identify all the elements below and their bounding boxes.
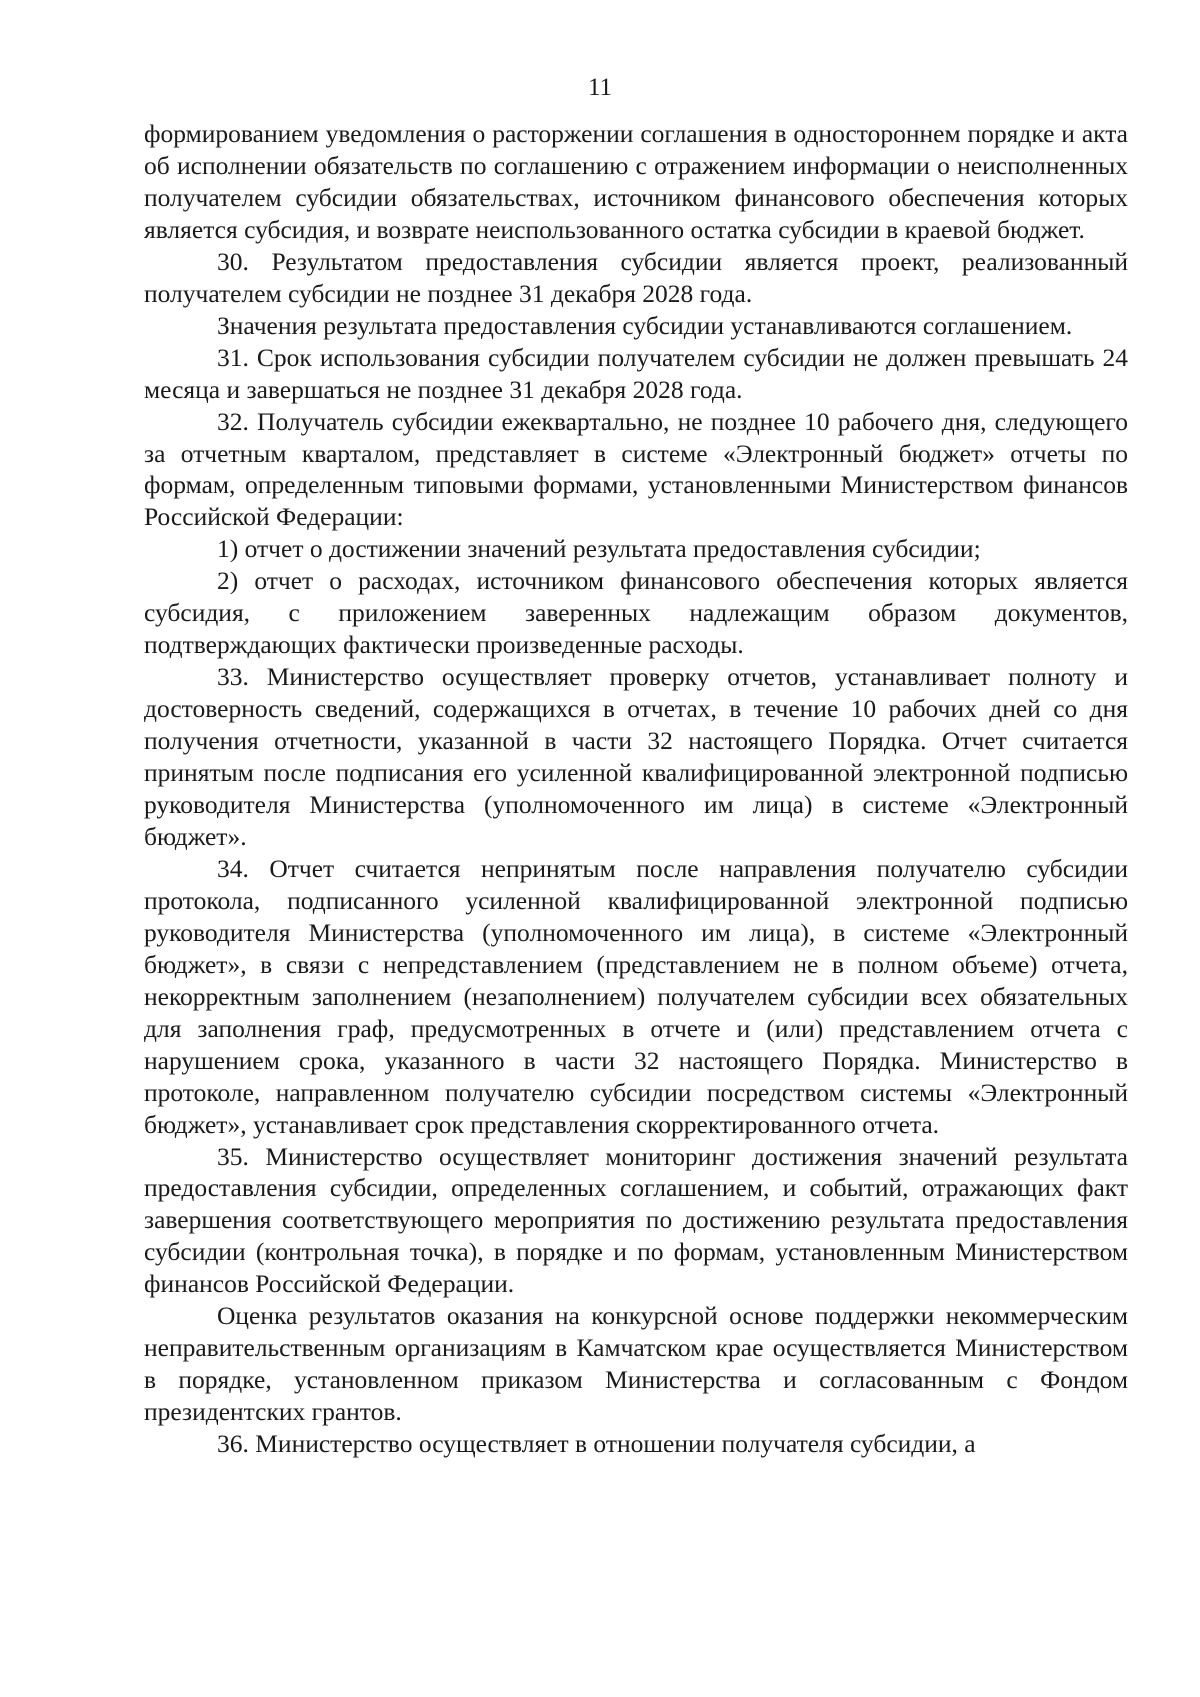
paragraph-31: 31. Срок использования субсидии получателем субсидии не должен превышать 24 месяца и завершаться не позднее 31 декабря 2028 года. [144, 342, 1128, 404]
paragraph-35-evaluation: Оценка результатов оказания на конкурсной основе поддержки некоммерческим неправительственным организациям в Камчатском крае осуществляется Министерством в порядке, установленном приказом Министерства и согласованным с Фондом президентских грантов. [144, 1301, 1128, 1427]
paragraph-34: 34. Отчет считается непринятым после направления получателю субсидии протокола, подписанного усиленной квалифицированной электронной подписью руководителя Министерства (уполномоченного им лица), в системе «Электронный бюджет», в связи с непредставлением (представлением не в полном объеме) отчета, некорректным заполнением (незаполнением) получателем субсидии всех обязательных для заполнения граф, предусмотренных в отчете и (или) представлением отчета с нарушением срока, указанного в части 32 настоящего Порядка. Министерство в протоколе, направленном получателю субсидии посредством системы «Электронный бюджет», устанавливает срок представления скорректированного отчета. [144, 853, 1128, 1139]
paragraph-32: 32. Получатель субсидии ежеквартально, не позднее 10 рабочего дня, следующего за отчетным кварталом, представляет в системе «Электронный бюджет» отчеты по формам, определенным типовыми формами, установленными Министерством финансов Российской Федерации: [144, 406, 1128, 532]
paragraph-continuation: формированием уведомления о расторжении соглашения в одностороннем порядке и акта об исполнении обязательств по соглашению с отражением информации о неисполненных получателем субсидии обязательствах, источником финансового обеспечения которых является субсидия, и возврате неиспользованного остатка субсидии в краевой бюджет. [144, 119, 1128, 244]
paragraph-33: 33. Министерство осуществляет проверку отчетов, устанавливает полноту и достоверность сведений, содержащихся в отчетах, в течение 10 рабочих дней со дня получения отчетности, указанной в части 32 настоящего Порядка. Отчет считается принятым после подписания его усиленной квалифицированной электронной подписью руководителя Министерства (уполномоченного им лица) в системе «Электронный бюджет». [144, 662, 1128, 851]
paragraph-30: 30. Результатом предоставления субсидии является проект, реализованный получателем субсидии не позднее 31 декабря 2028 года. [144, 246, 1128, 308]
paragraph-32-item-1: 1) отчет о достижении значений результата предоставления субсидии; [217, 534, 981, 564]
paragraph-32-item-2: 2) отчет о расходах, источником финансового обеспечения которых является субсидия, с приложением заверенных надлежащим образом документов, подтверждающих фактически произведенные расходы. [144, 566, 1128, 660]
page-number: 11 [587, 74, 613, 101]
paragraph-35: 35. Министерство осуществляет мониторинг достижения значений результата предоставления субсидии, определенных соглашением, и событий, отражающих факт завершения соответствующего мероприятия по достижению результата предоставления субсидии (контрольная точка), в порядке и по формам, установленным Министерством финансов Российской Федерации. [144, 1141, 1128, 1299]
document-body [144, 118, 1128, 1460]
paragraph-36: 36. Министерство осуществляет в отношении получателя субсидии, а [217, 1429, 976, 1459]
paragraph-30-values: Значения результата предоставления субсидии устанавливаются соглашением. [217, 310, 1073, 340]
